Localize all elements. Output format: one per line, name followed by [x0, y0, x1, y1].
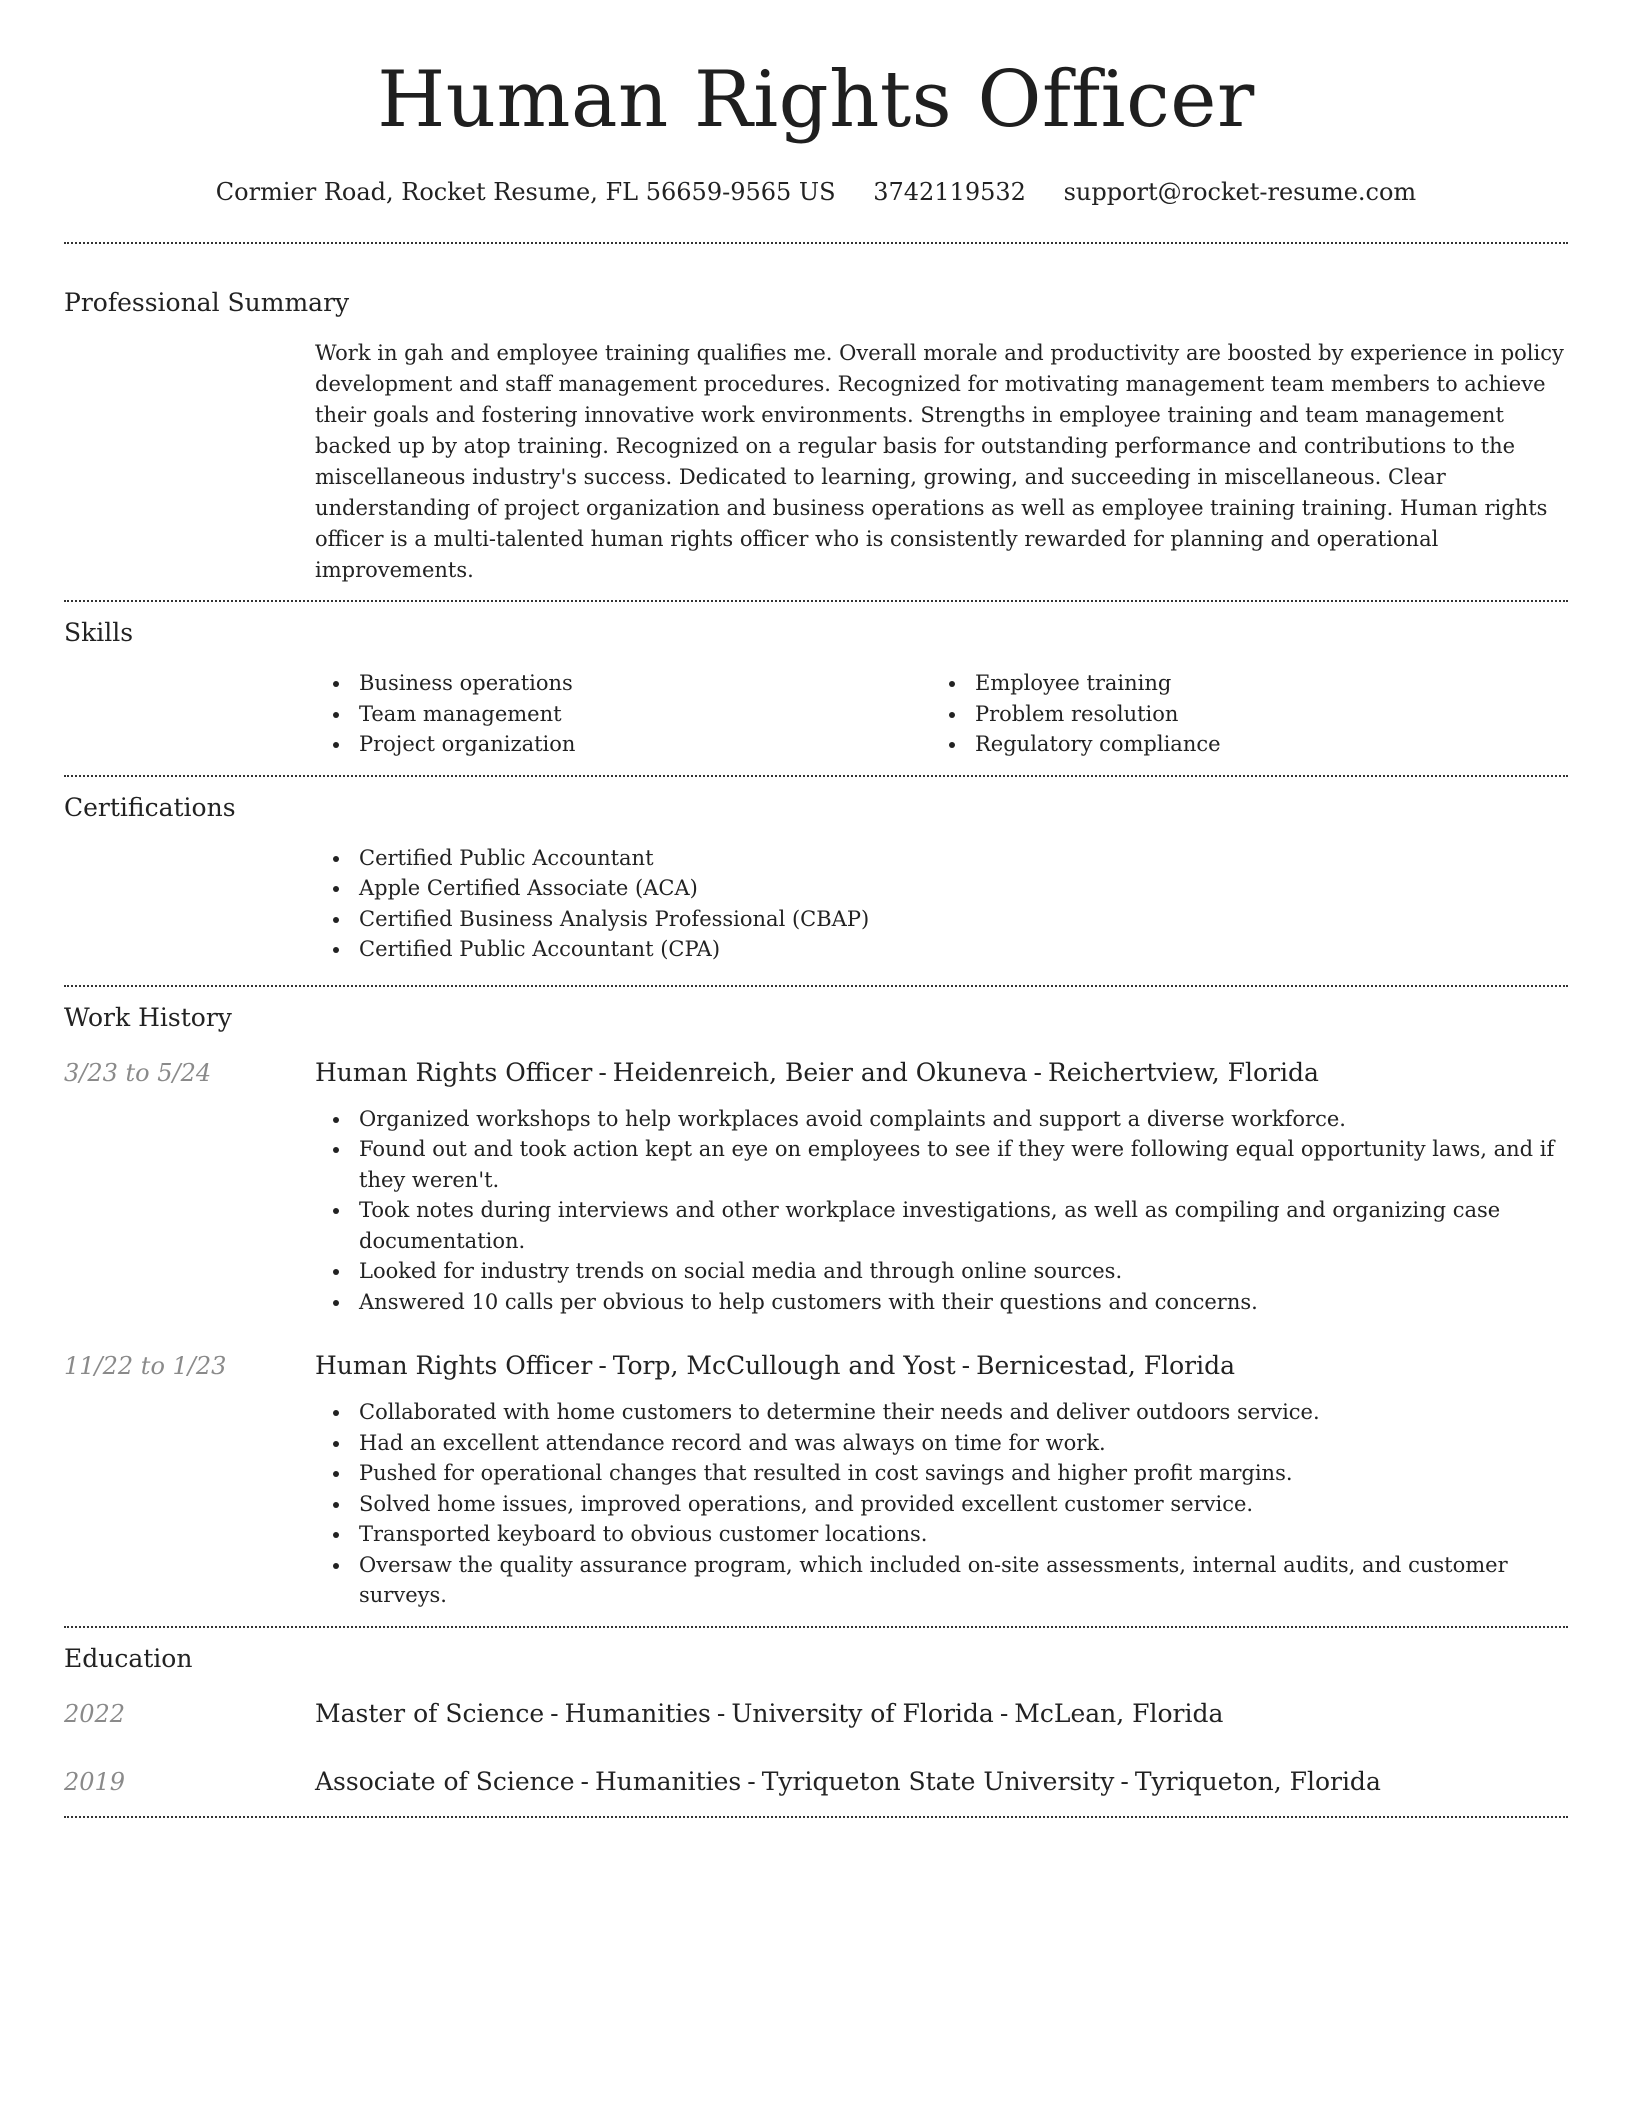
summary-heading: Professional Summary [64, 288, 350, 317]
education-degree: Master of Science [315, 1698, 545, 1728]
certifications-heading: Certifications [64, 792, 236, 822]
job-bullet: Had an excellent attendance record and was always on time for work. [315, 1428, 1568, 1459]
job-bullet: Answered 10 calls per obvious to help customers with their questions and concerns. [315, 1287, 1568, 1318]
skill-item: Team management [315, 699, 931, 730]
separator: - [598, 1057, 607, 1087]
job-location: Bernicestad, Florida [976, 1351, 1236, 1380]
contact-phone: 3742119532 [873, 178, 1026, 206]
separator: - [716, 1698, 726, 1728]
skills-column-right [931, 668, 1547, 760]
job-role: Human Rights Officer [315, 1057, 593, 1087]
separator: - [961, 1351, 971, 1380]
certifications-list [315, 843, 1568, 965]
education-school: Tyriqueton State University [761, 1766, 1115, 1796]
job-heading [315, 1057, 1568, 1089]
job-location: Reichertview, Florida [1047, 1057, 1319, 1087]
certification-item: Apple Certified Associate (ACA) [315, 873, 1568, 904]
skill-item: Problem resolution [931, 699, 1547, 730]
job-bullet: Oversaw the quality assurance program, which included on-site assessments, internal audits, and customer surveys. [315, 1550, 1568, 1611]
skill-item: Employee training [931, 668, 1547, 699]
education-location: McLean, Florida [1014, 1698, 1224, 1728]
separator: - [598, 1351, 607, 1380]
education-heading-line [315, 1698, 1568, 1730]
separator: - [550, 1698, 559, 1728]
certification-item: Certified Business Analysis Professional (CBAP) [315, 904, 1568, 935]
skills-column-left [315, 668, 931, 760]
education-entry [64, 1766, 1568, 1800]
education-year: 2019 [64, 1767, 126, 1796]
education-section [64, 1628, 1568, 1800]
job-bullets [315, 1397, 1568, 1611]
job-dates: 11/22 to 1/23 [64, 1352, 227, 1380]
separator: - [999, 1698, 1009, 1728]
education-location: Tyriqueton, Florida [1134, 1766, 1381, 1796]
resume-page [64, 0, 1568, 1818]
education-field: Humanities [564, 1698, 711, 1728]
contact-address: Cormier Road, Rocket Resume, FL 56659-9565 US [215, 178, 836, 206]
education-school: University of Florida [731, 1698, 994, 1728]
job-bullets [315, 1104, 1568, 1318]
education-field: Humanities [594, 1766, 742, 1796]
job-company: Heidenreich, Beier and Okuneva [612, 1057, 1028, 1087]
candidate-name: Human Rights Officer [377, 55, 1255, 145]
certifications-section [64, 777, 1568, 965]
certification-item: Certified Public Accountant (CPA) [315, 934, 1568, 965]
separator: - [1120, 1766, 1129, 1796]
separator: - [580, 1766, 589, 1796]
education-heading: Education [64, 1643, 193, 1673]
summary-section [64, 244, 1568, 586]
job-entry [64, 1350, 1568, 1611]
education-year: 2022 [64, 1699, 126, 1728]
job-heading [315, 1350, 1568, 1382]
job-company: Torp, McCullough and Yost [612, 1351, 956, 1380]
work-section [64, 987, 1568, 1611]
skill-item: Regulatory compliance [931, 729, 1547, 760]
job-bullet: Solved home issues, improved operations, and provided excellent customer service. [315, 1489, 1568, 1520]
job-role: Human Rights Officer [315, 1351, 593, 1380]
job-bullet: Found out and took action kept an eye on employees to see if they were following equal opportunity laws, and if they weren't. [315, 1134, 1568, 1195]
summary-text: Work in gah and employee training qualifies me. Overall morale and productivity are boosted by experience in policy development and staff management procedures. Recognized for motivating management team members to achieve their goals and fostering innovative work environments. Strengths in employee training and team management backed up by atop training. Recognized on a regular basis for outstanding performance and contributions to the miscellaneous industry's success. Dedicated to learning, growing, and succeeding in miscellaneous. Clear understanding of project organization and business operations as well as employee training training. Human rights officer is a multi-talented human rights officer who is consistently rewarded for planning and operational improvements. [315, 341, 1564, 582]
separator: - [747, 1766, 756, 1796]
divider [64, 1816, 1568, 1818]
skills-section [64, 602, 1568, 760]
education-entry [64, 1698, 1568, 1732]
job-bullet: Organized workshops to help workplaces avoid complaints and support a diverse workforce. [315, 1104, 1568, 1135]
contact-email: support@rocket-resume.com [1063, 178, 1417, 206]
skills-grid [315, 668, 1568, 760]
skill-item: Business operations [315, 668, 931, 699]
job-bullet: Looked for industry trends on social media and through online sources. [315, 1256, 1568, 1287]
education-heading-line [315, 1766, 1568, 1798]
job-bullet: Collaborated with home customers to determine their needs and deliver outdoors service. [315, 1397, 1568, 1428]
work-heading: Work History [64, 1002, 232, 1032]
education-degree: Associate of Science [315, 1766, 575, 1796]
job-bullet: Took notes during interviews and other workplace investigations, as well as compiling and organizing case documentation. [315, 1195, 1568, 1256]
job-entry [64, 1057, 1568, 1318]
skill-item: Project organization [315, 729, 931, 760]
skills-heading: Skills [64, 618, 134, 647]
contact-line [64, 176, 1568, 208]
job-bullet: Pushed for operational changes that resulted in cost savings and higher profit margins. [315, 1458, 1568, 1489]
separator: - [1033, 1057, 1042, 1087]
job-dates: 3/23 to 5/24 [64, 1058, 212, 1087]
job-bullet: Transported keyboard to obvious customer locations. [315, 1519, 1568, 1550]
certification-item: Certified Public Accountant [315, 843, 1568, 874]
